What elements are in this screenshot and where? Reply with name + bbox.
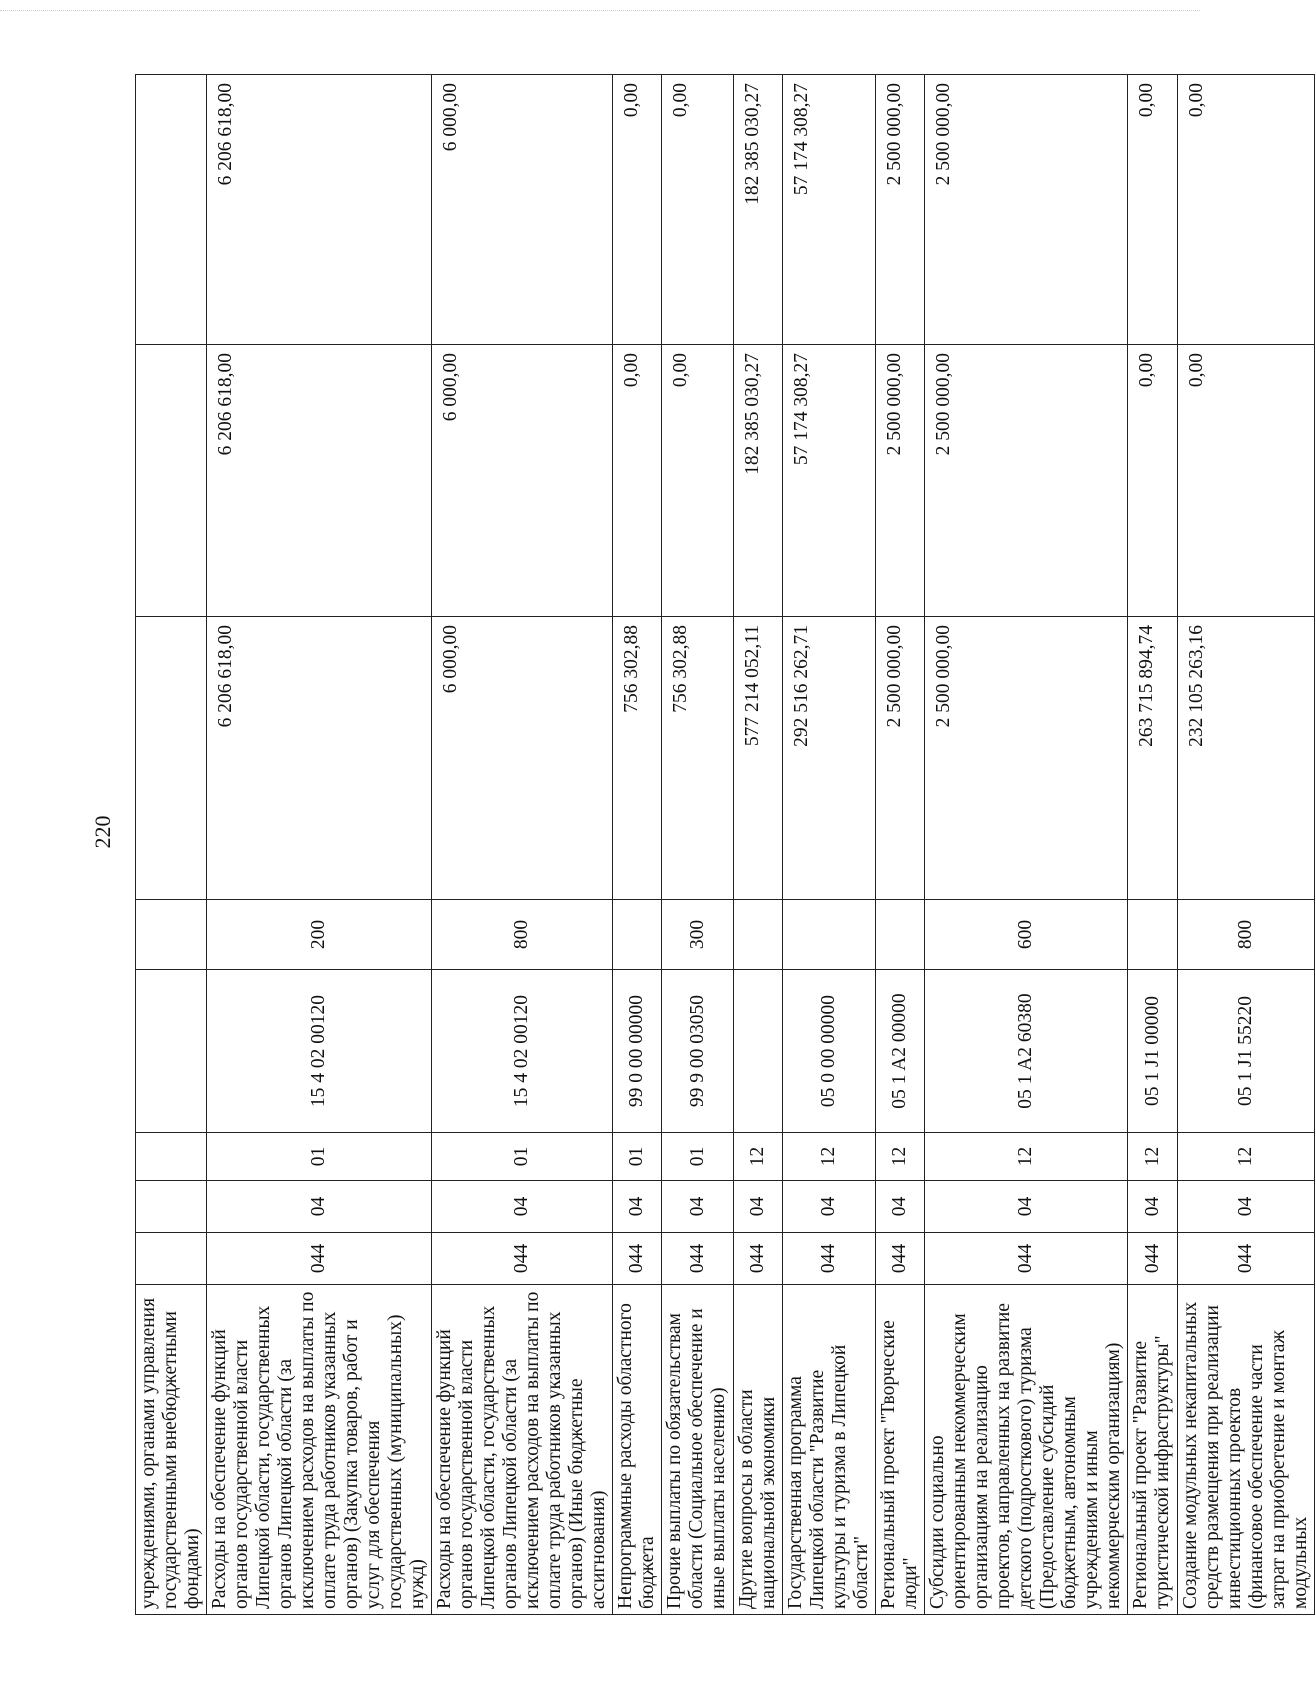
- cell-rz: 04: [432, 1181, 613, 1233]
- table-row: [1128, 75, 1178, 1615]
- cell-sum-1: 232 105 263,16: [1178, 617, 1315, 900]
- cell-rz: 04: [662, 1181, 734, 1233]
- cell-vr: [783, 900, 876, 970]
- cell-ved: 044: [613, 1233, 662, 1285]
- cell-rz: 04: [207, 1181, 432, 1233]
- cell-sum-2: 0,00: [1178, 345, 1315, 617]
- cell-csr: 05 1 J1 55220: [1178, 970, 1315, 1133]
- cell-sum-1: 292 516 262,71: [783, 617, 876, 900]
- cell-rz: 04: [876, 1181, 925, 1233]
- table-row: [1178, 75, 1315, 1615]
- table-row: [783, 75, 876, 1615]
- cell-sum-1: 6 206 618,00: [207, 617, 432, 900]
- cell-sum-2: 0,00: [613, 345, 662, 617]
- cell-csr: [734, 970, 783, 1133]
- cell-sum-1: 2 500 000,00: [876, 617, 925, 900]
- table-row: [662, 75, 734, 1615]
- cell-rz: 04: [925, 1181, 1128, 1233]
- cell-sum-3: 2 500 000,00: [876, 75, 925, 345]
- cell-name: Региональный проект "Развитие туристической инфраструктуры": [1128, 1285, 1178, 1615]
- table-row: [734, 75, 783, 1615]
- cell-sum-1: 756 302,88: [613, 617, 662, 900]
- cell-sum-3: 2 500 000,00: [925, 75, 1128, 345]
- cell-ved: 044: [432, 1233, 613, 1285]
- cell-sum-3: 0,00: [613, 75, 662, 345]
- cell-rz: 04: [1178, 1181, 1315, 1233]
- cell-ved: 044: [734, 1233, 783, 1285]
- cell-ved: 044: [662, 1233, 734, 1285]
- cell-pr: 12: [1178, 1133, 1315, 1181]
- table-row: [925, 75, 1128, 1615]
- table-row: [136, 75, 207, 1615]
- cell-name: Другие вопросы в области национальной экономики: [734, 1285, 783, 1615]
- table-row: [432, 75, 613, 1615]
- cell-sum-2: 6 000,00: [432, 345, 613, 617]
- cell-name: Расходы на обеспечение функций органов государственной власти Липецкой области, государственных органов Липецкой области (за исключением расходов на выплаты по оплате труда работников указанных органов) (Иные бюджетные ассигнования): [432, 1285, 613, 1615]
- cell-pr: 01: [613, 1133, 662, 1181]
- cell-csr: 15 4 02 00120: [432, 970, 613, 1133]
- cell-vr: 200: [207, 900, 432, 970]
- cell-pr: 12: [734, 1133, 783, 1181]
- cell-vr: 800: [1178, 900, 1315, 970]
- cell-name: Прочие выплаты по обязательствам области (Социальное обеспечение и иные выплаты населению): [662, 1285, 734, 1615]
- cell-pr: 12: [1128, 1133, 1178, 1181]
- cell-vr: [136, 900, 207, 970]
- cell-ved: 044: [207, 1233, 432, 1285]
- cell-rz: [136, 1181, 207, 1233]
- cell-sum-3: [136, 75, 207, 345]
- cell-sum-3: 6 206 618,00: [207, 75, 432, 345]
- rotated-table-wrapper: [135, 75, 1311, 1615]
- cell-name: Региональный проект "Творческие люди": [876, 1285, 925, 1615]
- cell-ved: 044: [783, 1233, 876, 1285]
- cell-csr: 15 4 02 00120: [207, 970, 432, 1133]
- cell-sum-2: 2 500 000,00: [925, 345, 1128, 617]
- cell-name: учреждениями, органами управления государственными внебюджетными фондами): [136, 1285, 207, 1615]
- cell-ved: 044: [925, 1233, 1128, 1285]
- cell-csr: 99 0 00 00000: [613, 970, 662, 1133]
- cell-ved: [136, 1233, 207, 1285]
- cell-csr: 05 1 J1 00000: [1128, 970, 1178, 1133]
- cell-sum-1: 577 214 052,11: [734, 617, 783, 900]
- cell-pr: [136, 1133, 207, 1181]
- cell-pr: 01: [432, 1133, 613, 1181]
- cell-sum-2: 0,00: [1128, 345, 1178, 617]
- cell-csr: 05 1 A2 60380: [925, 970, 1128, 1133]
- cell-vr: 600: [925, 900, 1128, 970]
- cell-name: Непрограммные расходы областного бюджета: [613, 1285, 662, 1615]
- cell-rz: 04: [734, 1181, 783, 1233]
- scan-edge-line: [0, 10, 1200, 11]
- cell-sum-2: [136, 345, 207, 617]
- cell-vr: [613, 900, 662, 970]
- cell-sum-3: 0,00: [1178, 75, 1315, 345]
- cell-ved: 044: [1178, 1233, 1315, 1285]
- cell-sum-1: 2 500 000,00: [925, 617, 1128, 900]
- cell-pr: 12: [783, 1133, 876, 1181]
- cell-sum-1: 263 715 894,74: [1128, 617, 1178, 900]
- cell-name: Государственная программа Липецкой области "Развитие культуры и туризма в Липецкой области": [783, 1285, 876, 1615]
- cell-sum-2: 6 206 618,00: [207, 345, 432, 617]
- cell-pr: 12: [876, 1133, 925, 1181]
- cell-vr: 800: [432, 900, 613, 970]
- cell-name: Расходы на обеспечение функций органов государственной власти Липецкой области, государственных органов Липецкой области (за исключением расходов на выплаты по оплате труда работников указанных органов) (Закупка товаров, работ и услуг для обеспечения государственных (муниципальных) нужд): [207, 1285, 432, 1615]
- table-row: [207, 75, 432, 1615]
- cell-sum-1: 756 302,88: [662, 617, 734, 900]
- cell-pr: 12: [925, 1133, 1128, 1181]
- cell-sum-3: 0,00: [1128, 75, 1178, 345]
- cell-csr: 99 9 00 03050: [662, 970, 734, 1133]
- cell-name: Создание модульных некапитальных средств размещения при реализации инвестиционных проектов (финансовое обеспечение части затрат на приобретение и монтаж модульных: [1178, 1285, 1315, 1615]
- cell-vr: [734, 900, 783, 970]
- cell-vr: [876, 900, 925, 970]
- cell-ved: 044: [876, 1233, 925, 1285]
- cell-sum-3: 0,00: [662, 75, 734, 345]
- cell-pr: 01: [662, 1133, 734, 1181]
- cell-sum-2: 57 174 308,27: [783, 345, 876, 617]
- cell-rz: 04: [613, 1181, 662, 1233]
- cell-sum-3: 6 000,00: [432, 75, 613, 345]
- cell-rz: 04: [1128, 1181, 1178, 1233]
- cell-sum-1: [136, 617, 207, 900]
- page-number: 220: [90, 815, 115, 849]
- cell-ved: 044: [1128, 1233, 1178, 1285]
- budget-table: [135, 74, 1315, 1615]
- cell-pr: 01: [207, 1133, 432, 1181]
- cell-sum-1: 6 000,00: [432, 617, 613, 900]
- table-body: [136, 75, 1315, 1615]
- cell-rz: 04: [783, 1181, 876, 1233]
- cell-sum-3: 57 174 308,27: [783, 75, 876, 345]
- cell-csr: 05 1 A2 00000: [876, 970, 925, 1133]
- cell-csr: [136, 970, 207, 1133]
- cell-vr: [1128, 900, 1178, 970]
- cell-vr: 300: [662, 900, 734, 970]
- table-row: [613, 75, 662, 1615]
- cell-sum-2: 182 385 030,27: [734, 345, 783, 617]
- table-row: [876, 75, 925, 1615]
- cell-sum-3: 182 385 030,27: [734, 75, 783, 345]
- cell-sum-2: 0,00: [662, 345, 734, 617]
- cell-sum-2: 2 500 000,00: [876, 345, 925, 617]
- cell-name: Субсидии социально ориентированным некоммерческим организациям на реализацию проектов, направленных на развитие детского (подросткового) туризма (Предоставление субсидий бюджетным, автономным учреждениям и иным некоммерческим организациям): [925, 1285, 1128, 1615]
- cell-csr: 05 0 00 00000: [783, 970, 876, 1133]
